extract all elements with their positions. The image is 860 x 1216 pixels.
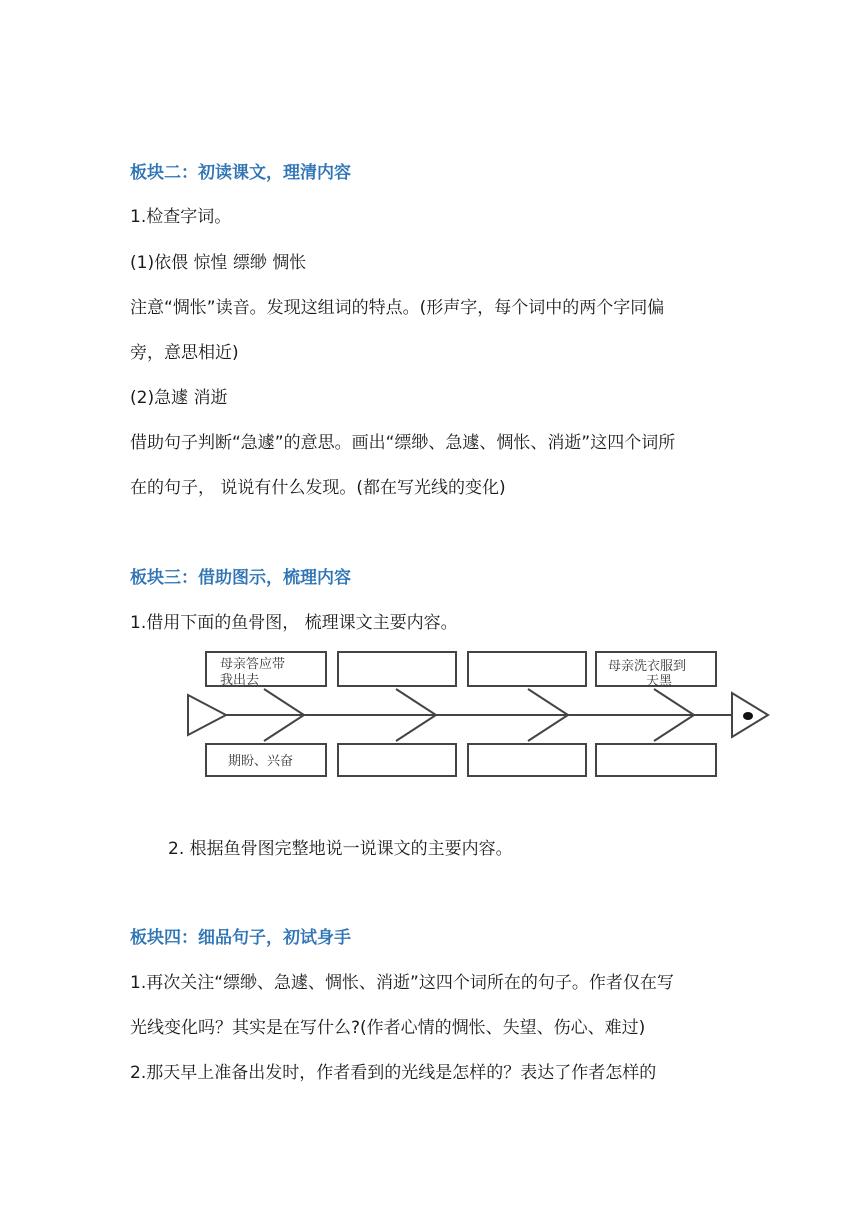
- paragraph: 1.借用下面的鱼骨图， 梳理课文主要内容。: [130, 613, 458, 633]
- paragraph: 光线变化吗？其实是在写什么?(作者心情的惆怅、失望、伤心、难过): [130, 1018, 646, 1038]
- top-box-3: [468, 652, 586, 686]
- paragraph: 2. 根据鱼骨图完整地说一说课文的主要内容。: [168, 839, 513, 859]
- fishbone-diagram: [172, 644, 774, 792]
- paragraph: 注意“惆怅”读音。发现这组词的特点。(形声字，每个词中的两个字同偏: [130, 298, 665, 318]
- paragraph: (2)急遽 消逝: [130, 388, 228, 408]
- paragraph: 在的句子， 说说有什么发现。(都在写光线的变化): [130, 478, 506, 498]
- top-box-4-text-line1: 母亲洗衣服到: [608, 659, 687, 674]
- paragraph: 借助句子判断“急遽”的意思。画出“缥缈、急遽、惆怅、消逝”这四个词所: [130, 433, 676, 453]
- section-4-heading: 板块四：细品句子，初试身手: [130, 928, 351, 948]
- bottom-box-3: [468, 744, 586, 776]
- top-box-4-text-line2: 天黑: [646, 674, 673, 689]
- top-box-1-text-line1: 母亲答应带: [220, 657, 286, 672]
- head-eye: [743, 712, 753, 720]
- paragraph: 旁，意思相近): [130, 343, 239, 363]
- section-2-heading: 板块二：初读课文，理清内容: [130, 163, 351, 183]
- bottom-box-4: [596, 744, 716, 776]
- section-3-heading: 板块三：借助图示，梳理内容: [130, 568, 351, 588]
- top-box-1-text-line2: 我出去: [220, 673, 260, 688]
- bottom-box-2: [338, 744, 456, 776]
- bottom-box-1-text: 期盼、兴奋: [228, 754, 294, 769]
- paragraph: 1.检查字词。: [130, 207, 232, 227]
- top-box-2: [338, 652, 456, 686]
- paragraph: 1.再次关注“缥缈、急遽、惆怅、消逝”这四个词所在的句子。作者仅在写: [130, 973, 674, 993]
- paragraph: 2.那天早上准备出发时，作者看到的光线是怎样的？表达了作者怎样的: [130, 1063, 657, 1083]
- paragraph: (1)依偎 惊惶 缥缈 惆怅: [130, 253, 307, 273]
